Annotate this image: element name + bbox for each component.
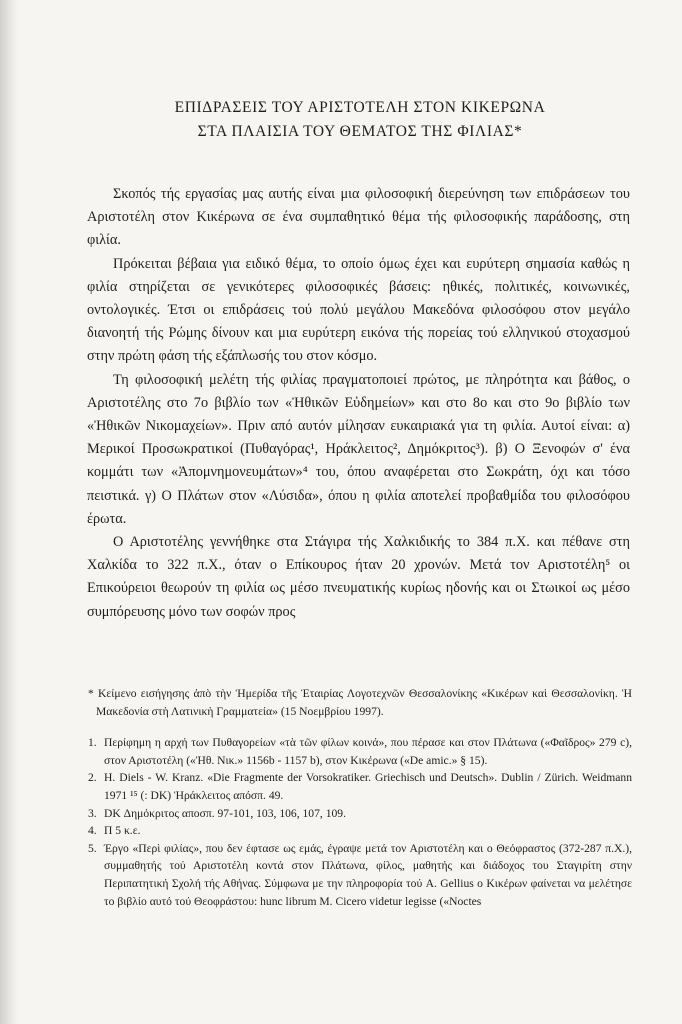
footnote-number: 2.	[88, 771, 97, 785]
footnote-number: 5.	[88, 841, 97, 855]
footnote	[88, 840, 632, 910]
article-title	[80, 96, 640, 144]
footnote-text: Περίφημη η αρχή των Πυθαγορείων «τὰ τῶν φίλων κοινά», που πέρασε και στον Πλάτωνα («Φαῖδρος» 279 c), στον Αριστοτέλη («Ἠθ. Νικ.» 1156b - 1157 b), στον Κικέρωνα («De amic.» § 15).	[104, 736, 632, 767]
title-line-1: ΕΠΙΔΡΑΣΕΙΣ ΤΟΥ ΑΡΙΣΤΟΤΕΛΗ ΣΤΟΝ ΚΙΚΕΡΩΝΑ	[174, 99, 546, 116]
footnote-text: Έργο «Περὶ φιλίας», που δεν έφτασε ως εμάς, έγραψε μετά τον Αριστοτέλη και ο Θεόφραστος (372-287 π.Χ.), συμμαθητής τού Αριστοτέλη κοντά στον Πλάτωνα, φίλος, μαθητής και διάδοχος του Σταγιρίτη στην Περιπατητική Σχολή τής Αθήνας. Σύμφωνα με την πληροφορία τού A. Gellius ο Κικέρων φαίνεται να μελέτησε το βιβλίο αυτό τού Θεοφράστου: hunc librum M. Cicero videtur legisse («Noctes	[104, 841, 632, 908]
title-line-2: ΣΤΑ ΠΛΑΙΣΙΑ ΤΟΥ ΘΕΜΑΤΟΣ ΤΗΣ ΦΙΛΙΑΣ*	[197, 123, 523, 140]
article-body	[87, 183, 630, 624]
footnotes	[88, 685, 632, 910]
footnote-number: 3.	[88, 806, 97, 820]
footnote	[88, 822, 632, 840]
footnote-number: 4.	[88, 824, 97, 838]
paragraph: Ο Αριστοτέλης γεννήθηκε στα Στάγιρα τής Χαλκιδικής το 384 π.Χ. και πέθανε στη Χαλκίδα το 322 π.Χ., όταν ο Επίκουρος ήταν 20 χρονών. Μετά τον Αριστοτέλη⁵ οι Επικούρειοι θεωρούν τη φιλία ως μέσο πνευματικής κυρίως ηδονής και οι Στωικοί ως μέσο συμπόρευσης μόνο των σοφών προς	[87, 534, 630, 620]
asterisk-footnote: * Κείμενο εισήγησης ἀπὸ τὴν Ἡμερίδα τῆς Ἑταιρίας Λογοτεχνῶν Θεσσαλονίκης «Κικέρων καὶ Θεσσαλονίκη. Ἡ Μακεδονία στὴ Λατινικὴ Γραμματεία» (15 Νοεμβρίου 1997).	[88, 687, 632, 718]
footnote	[88, 769, 632, 804]
footnote	[88, 805, 632, 823]
paragraph: Πρόκειται βέβαια για ειδικό θέμα, το οποίο όμως έχει και ευρύτερη σημασία καθώς η φιλία στηρίζεται σε γενικότερες φιλοσοφικές βάσεις: ηθικές, πολιτικές, κοινωνικές, οντολογικές. Έτσι οι επιδράσεις τού πολύ μεγάλου Μακεδόνα φιλοσόφου στον μεγάλο διανοητή τής Ρώμης δίνουν και μια ευρύτερη εικόνα τής πορείας τού ελληνικού στοχασμού στην πρώτη φάση τής εξάπλωσής του στον κόσμο.	[87, 255, 630, 365]
footnote-text: DK Δημόκριτος αποσπ. 97-101, 103, 106, 107, 109.	[104, 806, 346, 820]
footnote	[88, 734, 632, 769]
footnote-number: 1.	[88, 736, 97, 750]
footnote-text: H. Diels - W. Kranz. «Die Fragmente der Vorsokratiker. Griechisch und Deutsch». Dublin / Zürich. Weidmann 1971 ¹⁵ (: DK) Ἡράκλειτος απόσπ. 49.	[104, 771, 632, 802]
paragraph: Σκοπός τής εργασίας μας αυτής είναι μια φιλοσοφική διερεύνηση των επιδράσεων του Αριστοτέλη στον Κικέρωνα σε ένα συμπαθητικό θέμα τής φιλοσοφικής παράδοσης, στη φιλία.	[87, 186, 630, 249]
paragraph: Τη φιλοσοφική μελέτη τής φιλίας πραγματοποιεί πρώτος, με πληρότητα και βάθος, ο Αριστοτέλης στο 7ο βιβλίο των «Ἠθικῶν Εὐδημείων» και στο 8ο και στο 9ο βιβλίο των «Ἠθικῶν Νικομαχείων». Πριν από αυτόν μίλησαν ευκαιριακά για τη φιλία. Αυτοί είναι: α) Μερικοί Προσωκρατικοί (Πυθαγόρας¹, Ηράκλειτος², Δημόκριτος³). β) Ο Ξενοφών σ' ένα κομμάτι των «Ἀπομνημονευμάτων»⁴ του, όπου αναφέρεται στο Σωκράτη, όχι και τόσο πειστικά. γ) Ο Πλάτων στον «Λύσιδα», όπου η φιλία αποτελεί προβαθμίδα του φιλοσόφου έρωτα.	[87, 371, 630, 527]
footnote-text: Π 5 κ.ε.	[104, 824, 141, 838]
page-edge-shadow	[0, 0, 18, 1024]
